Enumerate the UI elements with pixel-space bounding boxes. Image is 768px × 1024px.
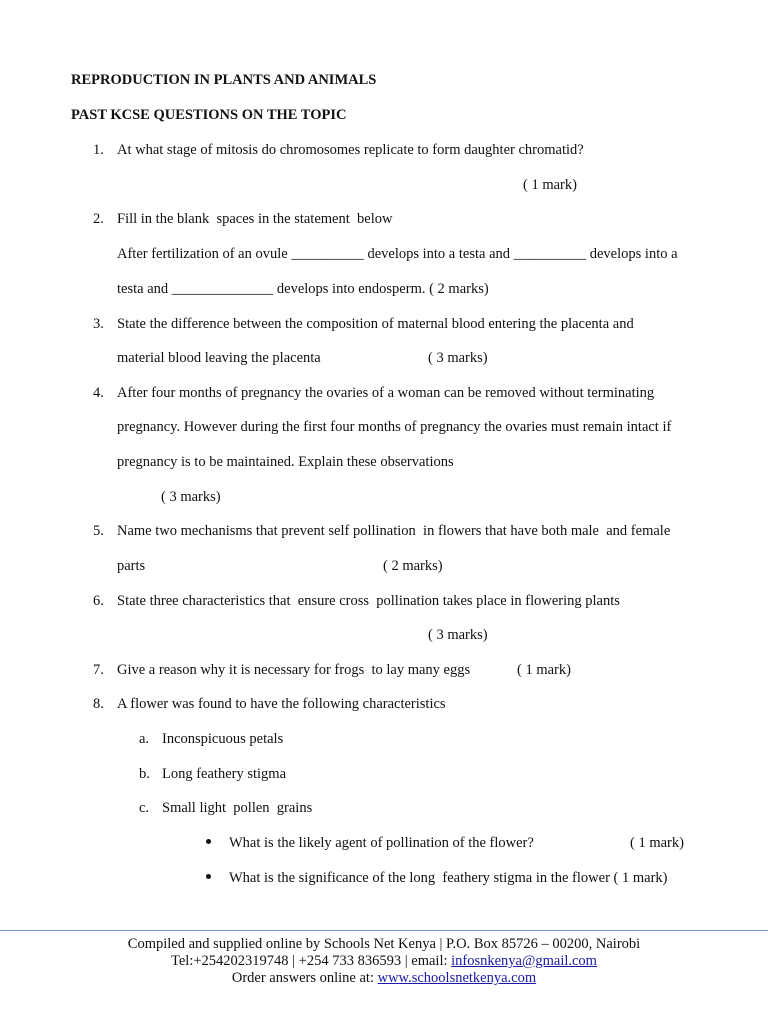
question-4-text-line-3: pregnancy is to be maintained. Explain these observations: [117, 454, 454, 470]
bullet-icon: [206, 839, 211, 844]
bullet-question-1-marks: ( 1 mark): [630, 835, 684, 851]
question-1-marks: ( 1 mark): [523, 177, 577, 193]
question-7-number: 7.: [93, 662, 104, 678]
question-5-text-line-2: parts: [117, 558, 146, 574]
sub-item-b-text: Long feathery stigma: [162, 766, 287, 782]
question-6-marks: ( 3 marks): [428, 627, 488, 643]
question-3-text-line-1: State the difference between the composition of maternal blood entering the placenta and: [117, 316, 634, 332]
question-4-number: 4.: [93, 385, 104, 401]
document-subtitle: PAST KCSE QUESTIONS ON THE TOPIC: [71, 107, 347, 123]
question-1-number: 1.: [93, 142, 104, 158]
document-title: REPRODUCTION IN PLANTS AND ANIMALS: [71, 72, 377, 88]
question-5-text-line-1: Name two mechanisms that prevent self pollination in flowers that have both male and female: [117, 523, 671, 539]
bullet-question-1-text: What is the likely agent of pollination of the flower?: [229, 835, 534, 851]
question-2-number: 2.: [93, 211, 104, 227]
question-4-text-line-2: pregnancy. However during the first four months of pregnancy the ovaries must remain intact if: [117, 419, 672, 435]
bullet-question-2-text: What is the significance of the long feathery stigma in the flower ( 1 mark): [229, 870, 668, 886]
sub-item-c-label: c.: [139, 800, 150, 816]
question-3-marks: ( 3 marks): [428, 350, 488, 366]
footer-contact-text: Tel:+254202319748 | +254 733 836593 | email:: [171, 953, 452, 969]
sub-item-a-text: Inconspicuous petals: [162, 731, 284, 747]
question-5-marks: ( 2 marks): [383, 558, 443, 574]
sub-item-b-label: b.: [139, 766, 150, 782]
question-2-statement-line-1: After fertilization of an ovule __________ develops into a testa and __________ develops into a: [117, 246, 678, 262]
question-6-number: 6.: [93, 593, 104, 609]
footer-email-link[interactable]: infosnkenya@gmail.com: [451, 953, 597, 969]
question-5-number: 5.: [93, 523, 104, 539]
question-2-text: Fill in the blank spaces in the statement below: [117, 211, 393, 227]
sub-item-c-text: Small light pollen grains: [162, 800, 313, 816]
question-7-marks: ( 1 mark): [517, 662, 571, 678]
footer-line-3: [0, 970, 768, 987]
question-3-number: 3.: [93, 316, 104, 332]
question-7-text: Give a reason why it is necessary for frogs to lay many eggs: [117, 662, 471, 678]
footer-line-2: [0, 953, 768, 970]
bullet-icon: [206, 874, 211, 879]
footer-line-1: Compiled and supplied online by Schools Net Kenya | P.O. Box 85726 – 00200, Nairobi: [127, 936, 641, 952]
question-4-marks: ( 3 marks): [161, 489, 221, 505]
question-2-statement-line-2: testa and ______________ develops into endosperm. ( 2 marks): [117, 281, 489, 297]
question-8-number: 8.: [93, 696, 104, 712]
footer-website-link[interactable]: www.schoolsnetkenya.com: [377, 970, 537, 986]
question-8-text: A flower was found to have the following characteristics: [117, 696, 446, 712]
sub-item-a-label: a.: [139, 731, 150, 747]
footer-divider: [0, 930, 768, 931]
question-3-text-line-2: material blood leaving the placenta: [117, 350, 321, 366]
question-4-text-line-1: After four months of pregnancy the ovaries of a woman can be removed without terminating: [117, 385, 655, 401]
footer-order-text: Order answers online at:: [231, 970, 378, 986]
question-6-text: State three characteristics that ensure cross pollination takes place in flowering plants: [117, 593, 620, 609]
question-1-text: At what stage of mitosis do chromosomes replicate to form daughter chromatid?: [117, 142, 584, 158]
